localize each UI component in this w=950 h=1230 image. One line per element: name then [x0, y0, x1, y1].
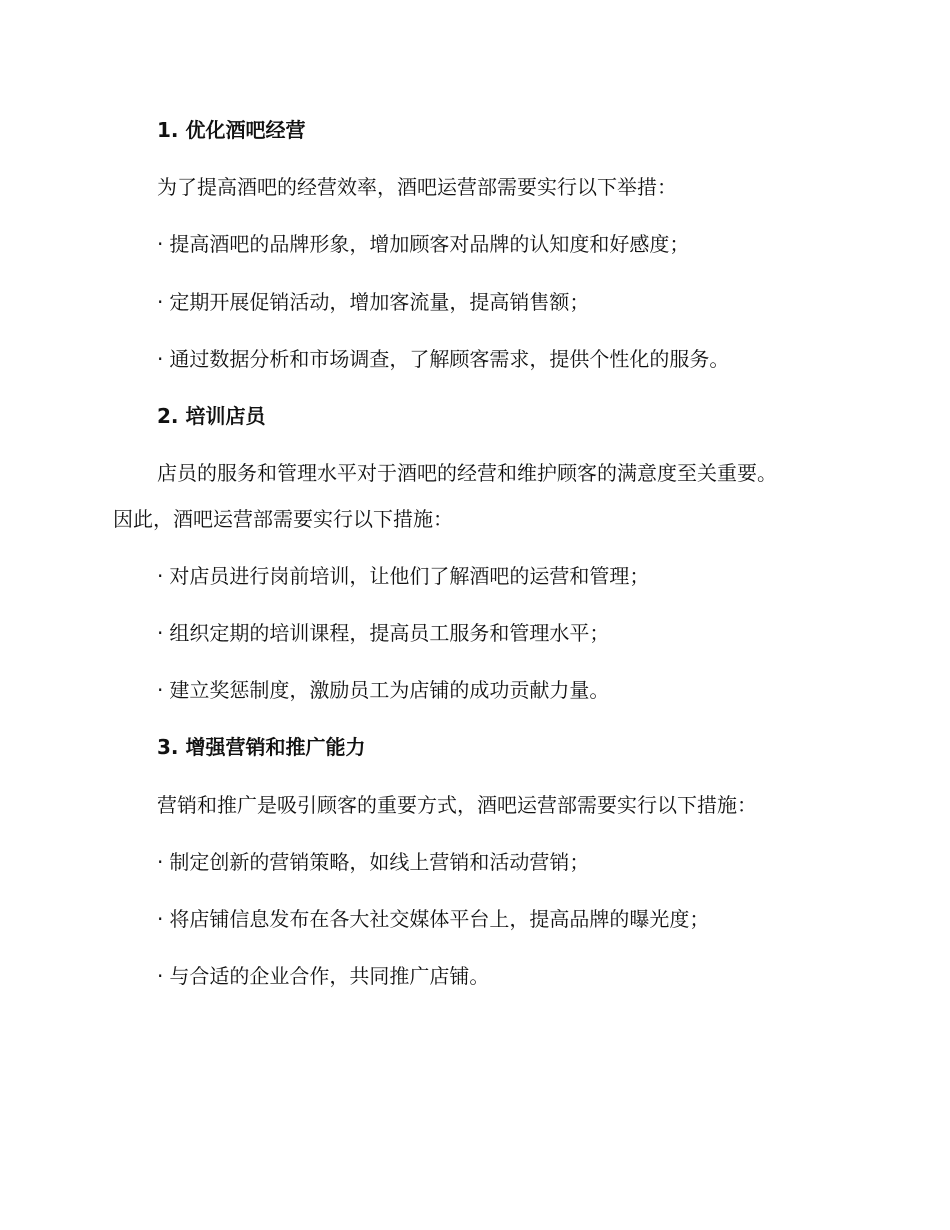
bullet-text: 组织定期的培训课程，提高员工服务和管理水平；	[169, 621, 610, 645]
section-3-bullet-2	[157, 906, 709, 932]
section-2-heading: 2. 培训店员	[157, 404, 266, 428]
bullet-dot: ·	[157, 850, 164, 874]
section-2-intro-line-2: 因此，酒吧运营部需要实行以下措施：	[113, 507, 453, 531]
bullet-text: 与合适的企业合作，共同推广店铺。	[169, 964, 490, 988]
bullet-dot: ·	[157, 907, 164, 931]
bullet-dot: ·	[157, 347, 164, 371]
section-1-intro: 为了提高酒吧的经营效率，酒吧运营部需要实行以下举措：	[157, 175, 677, 199]
bullet-dot: ·	[157, 678, 164, 702]
bullet-text: 将店铺信息发布在各大社交媒体平台上，提高品牌的曝光度；	[169, 907, 710, 931]
section-2-bullet-2	[157, 620, 609, 646]
bullet-dot: ·	[157, 621, 164, 645]
bullet-text: 制定创新的营销策略，如线上营销和活动营销；	[169, 850, 590, 874]
section-3-bullet-1	[157, 849, 589, 875]
bullet-text: 提高酒吧的品牌形象，增加顾客对品牌的认知度和好感度；	[169, 232, 690, 256]
bullet-dot: ·	[157, 290, 164, 314]
section-2-intro-line-1: 店员的服务和管理水平对于酒吧的经营和维护顾客的满意度至关重要。	[157, 461, 777, 485]
bullet-text: 通过数据分析和市场调查，了解顾客需求，提供个性化的服务。	[169, 347, 730, 371]
section-3-intro: 营销和推广是吸引顾客的重要方式，酒吧运营部需要实行以下措施：	[157, 793, 757, 817]
section-1-bullet-1	[157, 231, 689, 257]
section-2-bullet-3	[157, 677, 609, 703]
bullet-text: 定期开展促销活动，增加客流量，提高销售额；	[169, 290, 590, 314]
bullet-dot: ·	[157, 232, 164, 256]
bullet-dot: ·	[157, 564, 164, 588]
bullet-text: 对店员进行岗前培训，让他们了解酒吧的运营和管理；	[169, 564, 650, 588]
section-3-heading: 3. 增强营销和推广能力	[157, 735, 366, 759]
section-2-bullet-1	[157, 563, 649, 589]
section-1-bullet-2	[157, 289, 589, 315]
bullet-text: 建立奖惩制度，激励员工为店铺的成功贡献力量。	[169, 678, 610, 702]
section-1-heading: 1. 优化酒吧经营	[157, 118, 306, 142]
section-3-bullet-3	[157, 963, 489, 989]
bullet-dot: ·	[157, 964, 164, 988]
section-1-bullet-3	[157, 346, 729, 372]
